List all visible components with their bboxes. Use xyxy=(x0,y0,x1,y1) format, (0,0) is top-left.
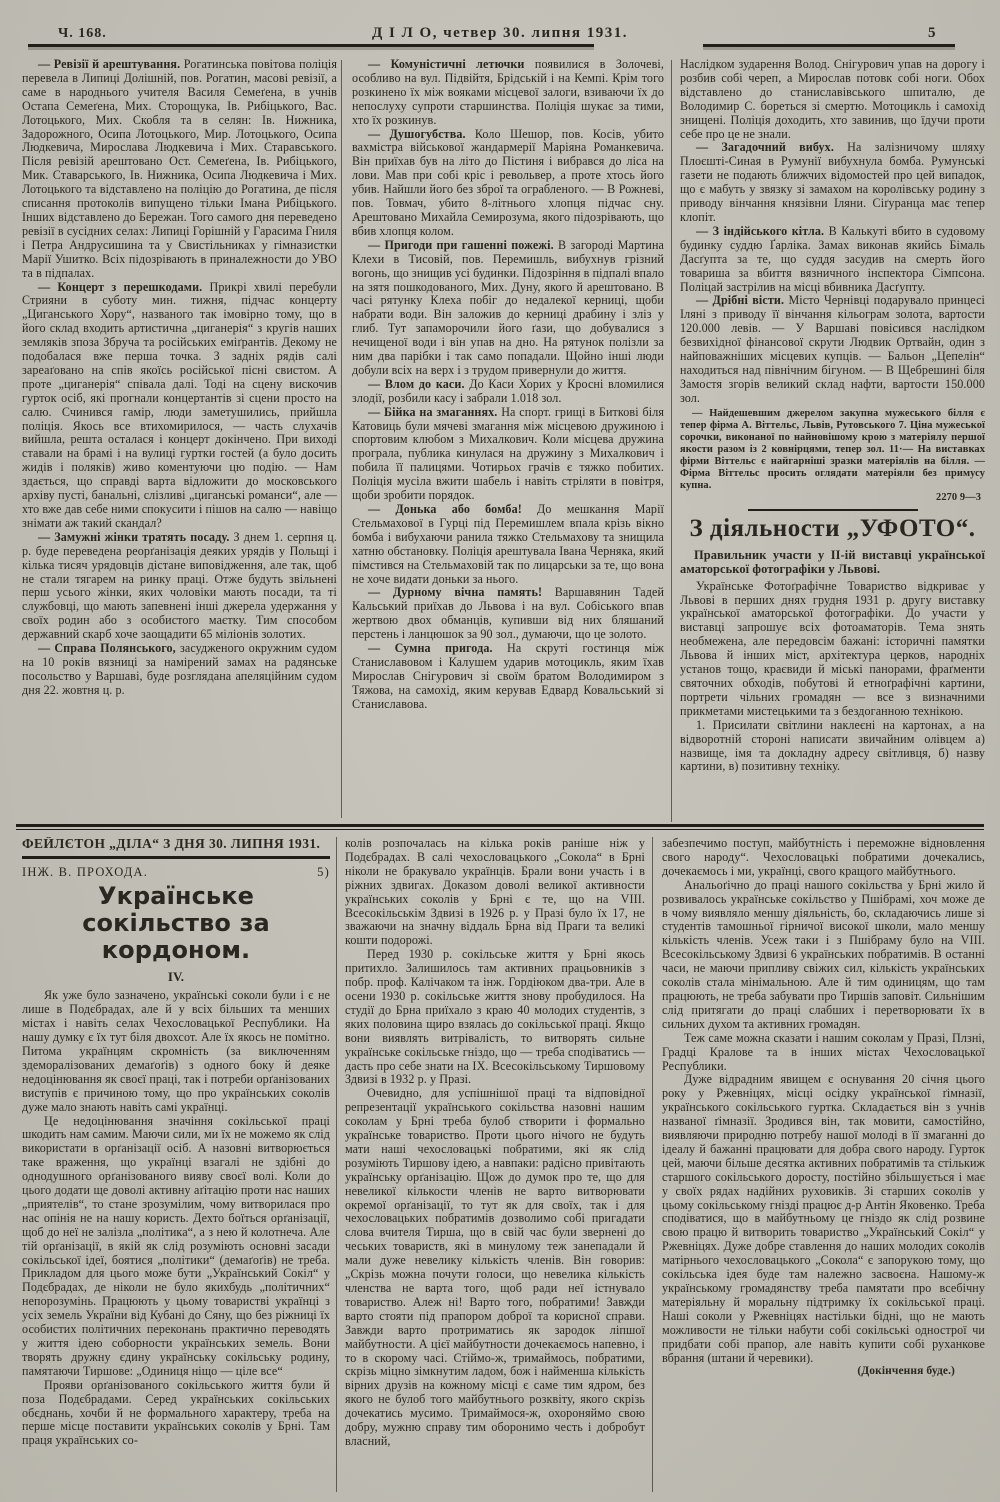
article-text: На скруті гостинця між Станиславовом і Калушем ударив мотоцикль, яким їхав Мирослав Снігурович зі своїм братом Володимиром з Тяжова, на самохід, яким керував Едвард Ковальський зі Станиславова. xyxy=(352,641,664,711)
article-text: Рогатинська повітова поліція перевела в Липиці Долішній, пов. Рогатин, масові ревізії, а саме в народнього учителя Василя Семеґена, в учнів Остапа Семеґена, Мих. Сторощука, Ів. Рибіцького, Вас. Лотоцького, Мих. Скобля та в селян: Ів. Нижника, Задорожного, Осипа Лотоцького, Мир. Лотоцького, Осипа Людкевича, Мирослава Людкевича і Мих. Старавського. Після ревізій арештовано Ост. Семеґена, Ів. Рибіцького, Мик. Ставарського, Ів. Нижника, Осипа Людкевича і Мих. Лотоцького та відставлено на поліцію до Рогатина, де після списання протоколів випущено тільки Імана Рибіцького. Інших відставлено до Бережан. Того самого дня переведено ревізії в сусідних селах: Липиці Горішній у Гарасима Гниля і Петра Андрусишина та у Свистільниках у гімназистки Марії Ушитко. Всіх підозрівають в приналежности до УВО та в підпалах. xyxy=(22,58,337,280)
news-column-1 xyxy=(22,58,337,824)
feuilleton-column-3 xyxy=(662,837,985,1497)
article-lead: — Замужні жінки тратять посаду. xyxy=(38,529,230,544)
feuilleton-column-1 xyxy=(22,837,330,1497)
news-item xyxy=(22,642,337,698)
ad-text: закупна мужеського білля є тепер фірма А. Віттельс, Львів, Рутовського 7. Ціна мужеської сорочки, виконаної по найновішому крою з матеріялу першої якости разом із 2 ковнірцями, тепер зол. 11·— На виставках фірми Віттельс є найгарніші зразки матеріялів на білля. — Фірма Віттельс просить оглядати матеріяли без примусу купна. xyxy=(680,407,985,492)
feuilleton-paragraph: Теж саме можна сказати і нашим соколам у Празі, Плзні, Градці Кралове та в інших містах Чехословацької Республики. xyxy=(662,1030,985,1073)
article-lead: — Сумна пригода. xyxy=(368,641,493,656)
article-lead: — Бійка на змаганнях. xyxy=(368,404,498,419)
article-lead: — Влом до каси. xyxy=(368,376,465,391)
feuilleton-paragraph: Перед 1930 р. сокільське життя у Брні якось притихло. Залишилось там активних працьовників з побр. проф. Калічаком та інж. Гордіюком два-три. Але в осени 1930 р. сокільське життя знову пробудилося. На студії до Брна приїхало з краю 40 молодих студентів, з яких половина щиро взялась до сокільської праці. Якщо вони виявлять витрівалість, то витворять сильне українське сокільське гніздо, що — треба сподіватись — дасть про себе знати на IX. Всесокільському Тиршовому Здвизі в 1932 р. у Празі. xyxy=(345,947,645,1087)
news-column-3 xyxy=(680,58,985,824)
news-item xyxy=(680,141,985,224)
feuilleton-part-number: 5) xyxy=(317,864,330,879)
ufoto-paragraph: Українське Фотоґрафічне Товариство відкриває у Львові в перших днях грудня 1931 р. другу виставку української аматорської фотографіки. До участи у виставці запрошує всіх фотоаматорів. Тема знять необмежена, але передовсім бажані: історичні памятки Львова й інших міст, архітектура церков, народніх установ тощо, краєвиди й міські панорами, фраґменти святочних обходів, побутові й етноґрафічні картини, портрети чільних громадян — все з визначними прикметами мистецькими та з бездоганною технікою. xyxy=(680,578,985,718)
ad-lead: — Найдешевшим джерелом xyxy=(692,407,834,419)
article-lead: — Концерт з перешкодами. xyxy=(38,279,203,294)
header-rule-right xyxy=(703,44,955,47)
news-continuation: Наслідком зударення Волод. Снігурович упав на дорогу і розбив собі череп, а Мирослав потовк собі ноги. Обох відставлено до станиславівського шпиталю, де Володимир С. бореться зі смертю. Мотоцикль і самохід знищені. Поліція доходить, хто завинив, що їдучи проти себе про це не знали. xyxy=(680,58,985,141)
article-lead: — Ревізії й арештування. xyxy=(38,58,181,71)
classified-ad xyxy=(680,408,985,493)
ufoto-separator-rule xyxy=(748,509,918,511)
article-lead: — Дрібні вісти. xyxy=(696,293,785,308)
news-item xyxy=(352,642,664,712)
news-item xyxy=(352,503,664,586)
feuilleton-paragraph: Це недоцінювання значіння сокільської праці шкодить нам самим. Маючи сили, ми їх не можемо як слід використати в орґанізації осіб. А назовні витворюється таке враження, що українці взагалі не здібні до однодушного орґанізованого вияву своєї волі. Коли до цього додати ще доволі активну аґітацію проти нас наших „приятелів“, то стане зрозумілим, чому витворилася про нас опінія не на нашу користь. Дехто боїться орґанізації, щоб до неї не залізла „політика“, а з нею й колотнеча. Але тій орґанізації, в якій як слід розуміють основні засади сокільської ідеї, боятися „політики“ (демаґоґів) не треба. Прикладом для цього може бути „Український Сокіл“ у Подєбрадах, де ніколи не було якихбудь „політичних“ непорозумінь. Працюють у цьому товаристві українці з усіх земель України від Кубані до Сяну, що без ріжниці їх особистих політичних переконань практично переводять у життя ідею соборности українських земель. Вони творять дружну єдину українську сокільську родину, памятаючи Тиршове: „Одиниця ніщо — ціле все“ xyxy=(22,1113,330,1378)
article-text: В загороді Мартина Клехи в Тисовій, пов. Перемишль, вибухнув грізний вогонь, що знищив усі будинки. Підозріння в підпалі впало на зятя пошкодованого, Мих. Дуну, якого й арештовано. В часі рятунку Клеха побіг до недалекої керниці, щоби набрати води. Він заложив до керниці драбину і зліз у глиб. Тут запаморочили його ґази, що добувалися з нечищеної води і він упав на дно. На рятунок полізли за ним два парібки і так само попадали. Щойно інші люди добули всіх на верх і з трудом привернули до життя. xyxy=(352,237,664,377)
feuilleton-paragraph: Очевидно, для успішнішої праці та відповідної репрезентації українського сокільства назовні нашим соколам у Брні треба булоб створити і формально українське товариство. Проти цього нічого не будуть мати наші чехословацькі побратими, які як слід розуміють Тиршову ідею, а навпаки: радісно привітають українську орґанізацію. Щож до думок про те, що для невеликої кількости членів не варто витворювати окремої орґанізації, то тут як для своїх, так і для чехословацьких побратимів дозволимо собі пригадати слова вчителя Тирша, що в свій час були звернені до чеських товариств, які в минулому теж занепадали й мали дуже невелику кількість членів. Він говорив: „Скрізь можна почути голоси, що невелика кількість членства не варта того, щоб ради неї істнувало товариство. Алеж ні! Варто того, побратими! Завжди варто стояти під прапором доброї та корисної справи. Завжди варто протриматись як зародок ліпшої майбутности. А цієї майбутности дочекаємось напевно, і то в скорому часі. Стіймо-ж, тримаймось, побратими, скрізь міцно зімкнутим ладом, бож і найменша кількість вірних друзів на кожному місці є саме тим ядром, без якого не булоб того майбутнього розквіту, якого скрізь дочекатись мусимо. Тримаймося-ж, охороняймо свою добру, мужню справу тим оборонимо честь і добробут власний, xyxy=(345,1086,645,1448)
article-text: Коло Шешор, пов. Косів, убито вахмістра військової жандармерії Маріяна Романкевича. Він приїхав був на літо до Пістиня і вибрався до ліса на лови. Мав при собі кріс і револьвер, а проте хтось його убив. Найшли його без зброї та ограбленого. — В Рожневі, пов. Товмач, убито 8-літнього хлопця підчас сну. Арештовано Михайла Семирозума, якого підозрівають, що вбив хлопця колом. xyxy=(352,126,664,238)
column-divider xyxy=(652,837,653,1492)
to-be-continued-note: (Докінчення буде.) xyxy=(857,1365,955,1378)
column-divider xyxy=(336,837,337,1492)
news-item xyxy=(680,294,985,405)
news-item xyxy=(22,58,337,281)
ad-reference-number: 2270 9—3 xyxy=(936,492,981,504)
news-item xyxy=(352,406,664,503)
article-text: На спорт. грищі в Биткові біля Катовиць були мячеві змагання між місцевою дружиною і спортовим клюбом з Михалкович. Коли місцева дружина програла, публика кинулася на дружину з Михалкович і побила її палицями. Чотирьох грачів є тяжко побитих. Поліція мусіла вжити шабель і навіть стріляти в повітря, щоби зробити порядок. xyxy=(352,404,664,503)
ufoto-paragraph: 1. Присилати світлини наклеєні на картонах, а на відворотній стороні написати звичайним олівцем а) назвище, імя та докладну адресу світливця, б) назву картини, в) позитивну техніку. xyxy=(680,717,985,774)
article-lead: — Донька або бомба! xyxy=(368,502,522,516)
column-divider xyxy=(671,60,672,822)
feuilleton-title: Українське сокільство за кордоном. xyxy=(82,881,270,964)
news-item xyxy=(352,586,664,642)
news-item xyxy=(22,281,337,531)
feuilleton-byline xyxy=(22,866,330,880)
feuilleton-author: ІНЖ. В. ПРОХОДА. xyxy=(22,864,149,879)
article-lead: — Душогубства. xyxy=(368,126,466,141)
section-divider-rule xyxy=(16,824,984,830)
article-text: засудженого окружним судом на 10 років вязниці за намірений замах на радянське посольство у Варшаві, буде розглядана апеляційним судом дня 22. жовтня ц. р. xyxy=(22,641,337,697)
article-lead: — Пригоди при гашенні пожежі. xyxy=(368,237,554,252)
feuilleton-column-2 xyxy=(345,837,645,1497)
ufoto-subtitle: Правильник участи у ІІ-ій виставці української аматорської фотографіки у Львові. xyxy=(680,547,985,577)
news-item xyxy=(352,239,664,378)
article-lead: — Дурному вічна память! xyxy=(368,585,543,600)
article-text: Місто Чернівці подарувало принцесі Іляні з приводу її вінчання кільограм золота, вартости 120.000 левів. — У Варшаві повісився наслідком безвихідної фінансової скрути Людвик Ортвайн, один з найповажніших місцевих купців. — Бальон „Цепелін“ находиться над північним бігуном. — В Щебрешині біля Замостя згорів великий склад нафти, вартости 150.000 зол. xyxy=(680,293,985,405)
news-item xyxy=(352,378,664,406)
article-text: З днем 1. серпня ц. р. буде переведена реорґанізація деяких урядів у Польщі і кілька тисяч урядовців дістане виповідження, але так, щоб не стали тягарем на ринку праці. Отже будуть звільнені перш усього жінки, яких чоловіки мають посади, та ті службовці, що мають запевнені інші джерела удержання у своїх родин або з особистого маєтку. Тим способом державний скарб хоче заощадити 65 міліонів золотих. xyxy=(22,529,337,642)
news-item xyxy=(352,58,664,128)
news-item xyxy=(22,531,337,642)
article-text: Прикрі хвилі перебули Стрияни в суботу мин. тижня, підчас концерту „Циганського Хору“, названого так імовірно тому, що в його склад входить артистична „циганерія“ з кругів наших земляків зпоза Збруча та російських еміґрантів. Декому не подобалася вже перша точка. З задніх рядів салі зареаґовано на спів якоїсь російської пісні свистом. А проте „циганерія“ співала далі. Тоді на сцену вискочив гурток осіб, які прогнали концертантів зі сцени просто на салю. Счинився гамір, люди заметушились, прийшла поліція. Якось все втихомирилося, — часть слухачів вийшла, решта осталася і концерт докінчено. При виході ставали на брамі і на вулиці гуртки гостей (а було досить жидів і поляків) живо коментуючи цю подію. — Нам здається, що справді варта відложити до московського архіву пусті, банальні, слізливі „циганські романси“, але — хто вже дав себе ними спокусити і пішов на салю — навіщо знімати аж такий скандал? xyxy=(22,279,337,530)
article-lead: — З індійського кітла. xyxy=(696,223,825,238)
feuilleton-paragraph: колів розпочалась на кілька років раніше ніж у Подєбрадах. В салі чехословацького „Сокола“ в Брні ніколи не бракувало українців. Брали вони участь і в ріжних здвигах. Доказом доволі великої активности українських соколів у Брні є те, що на VIII. Всесокільськім Здвизі в 1926 р. у Празі було їх 17, не зважаючи на значну віддаль Брна від Праги та великі кошти подорожі. xyxy=(345,837,645,948)
masthead: Д І Л О, четвер 30. липня 1931. xyxy=(371,25,629,41)
news-item xyxy=(352,128,664,239)
article-text: На залізничому шляху Плоєшті-Синая в Румунії вибухнула бомба. Румунські газети не подають ближчих відомостей про цей випадок, що є мабуть у звязку зі замахом на королівську родину з приводу вінчання князівни Іляни. Сіґуранца має тепер клопіт. xyxy=(680,140,985,224)
article-text: До мешкання Марії Стельмахової в Гурці під Перемишлем впала крізь вікно бомба і вибухаючи ранила тяжко Стельмахову та знищила хатню обстановку. Поліція арештувала Івана Черняка, який пімстився на Стельмаховій так по лицарськи за те, що вона не хоче видати доньки за нього. xyxy=(352,502,664,586)
article-text: В Калькуті вбито в судовому будинку суддю Ґарліка. Замах виконав якийсь Бімаль Дасґупта за те, що суддя засудив на смерть його товариша за вбиття вязничного інспектора Сімпсона. Поліцай застрілив на місці вбивника Дасґупту. xyxy=(680,223,985,294)
issue-number: Ч. 168. xyxy=(58,26,107,41)
page-number: 5 xyxy=(928,25,936,41)
article-text: появилися в Золочеві, особливо на вул. Підвійтя, Брідській і на Кемпі. Крім того розкинено їх між вояками місцевої залоги, взиваючи їх до непослуху супроти старшинства. Поліція шукає за тими, хто їх розкинув. xyxy=(352,58,664,127)
feuilleton-header: ФЕЙЛЄТОН „ДІЛА“ З ДНЯ 30. ЛИПНЯ 1931. xyxy=(22,837,330,859)
feuilleton-paragraph: Дуже відрадним явищем є оснування 20 січня цього року у Ржевніцях, місці осідку української ґімназії, українського сокільського гуртка. Складається він з учнів названої ґімназії. Зродився він, так мовити, самостійно, виявляючи природню потребу нашої молоді в її змаганні до ідеалу й бажанні працювати для добра свого народу. Гурток цей, маючи більше десятка активних побратимів та стількиж старшого сокільського доросту, постійно збільшується і має у своїх рядах надійних руховиків. Зі старших соколів у цьому сокільському гнізді працює д-р Антін Яковенко. Треба сподіватися, що в майбутньому це гніздо як слід розвине свою працю й витворить товариство „Український Сокіл“ у Ржевніцях. Дуже добре ставлення до наших молодих соколів матірнього чехословацького „Сокола“ є запорукою тому, що сокільська ідея буде там належно засвоєна. Нашому-ж українському громадянству треба памятати про всебічну матеріяльну й моральну підтримку їх сокільської праці. Наші соколи у Ржевніцях настільки бідні, що не мають можливости не тільки набути собі сокільські однострої чи придбати собі прапор, але навіть купити собі руханкове вбрання (штани й черевики). xyxy=(662,1072,985,1365)
article-text: Варшавянин Тадей Кальський приїхав до Львова і на вул. Собіського впав жертвою двох обманців, купивши від них бляшаний перстень і ланцюшок за 90 зол., думаючи, що це золото. xyxy=(352,585,664,642)
feuilleton-paragraph: забезпечимо поступ, майбутність і переможне відновлення свого народу“. Чехословацькі побратими дочекались, дочекаємось і ми, українці, свого кращого майбутнього. xyxy=(662,837,985,878)
feuilleton-paragraph: Прояви орґанізованого сокільського життя були й поза Подєбрадами. Серед українських сокільських обєднань, хочби й не формального характеру, треба на перше місце поставити українських соколів у Брні. Там праця українських со- xyxy=(22,1377,330,1448)
feuilleton-paragraph: Анальоґічно до праці нашого сокільства у Брні жило й розвивалось українське сокільство у Пшібрамі, хоч може де в чому виявляло меншу діяльність, бо, складаючись лише зі студентів тамошньої гірничої високої школи, мало меншу кількість членів. Усеж таки і з Пшібраму було на VIII. Всесокільському Здвизі 6 українських побратимів. В останні часи, не маючи припливу свіжих сил, кількість українських соколів стала мінімальною. Але й тим одиницям, що там працюють, не треба забувати про Тиршів заповіт. Сильнішим слід притягати до праці слабших і перетворювати їх в сильних духом та активних громадян. xyxy=(662,877,985,1031)
article-text: До Каси Хорих у Кросні вломилися злодії, розбили касу і забрали 1.018 зол. xyxy=(352,376,664,405)
ufoto-title: З діяльности „УФОТО“. xyxy=(689,515,976,543)
news-column-2 xyxy=(352,58,664,824)
article-lead: — Комуністичні летючки xyxy=(368,58,525,71)
article-lead: — Справа Полянського, xyxy=(38,641,176,656)
column-divider xyxy=(341,60,342,818)
feuilleton-paragraph: Як уже було зазначено, українські соколи були і є не лише в Подєбрадах, але й у всіх більших та менших містах і навіть селах Чехословацької Республики. На нашу думку є їх тут біля двохсот. Але їх якось не помітно. Питома українцям скромність (за виключенням здеморалізованих демаґоґів) з одного боку й деяке недоцінювання як своєї праці, так і потреби орґанізованих виступів є причиною тому, що про українських соколів дуже мало знають навіть самі українці. xyxy=(22,988,330,1114)
header-rule-left xyxy=(28,44,594,47)
article-lead: — Загадочний вибух. xyxy=(696,140,834,155)
feuilleton-chapter: IV. xyxy=(167,969,185,985)
news-item xyxy=(680,225,985,295)
